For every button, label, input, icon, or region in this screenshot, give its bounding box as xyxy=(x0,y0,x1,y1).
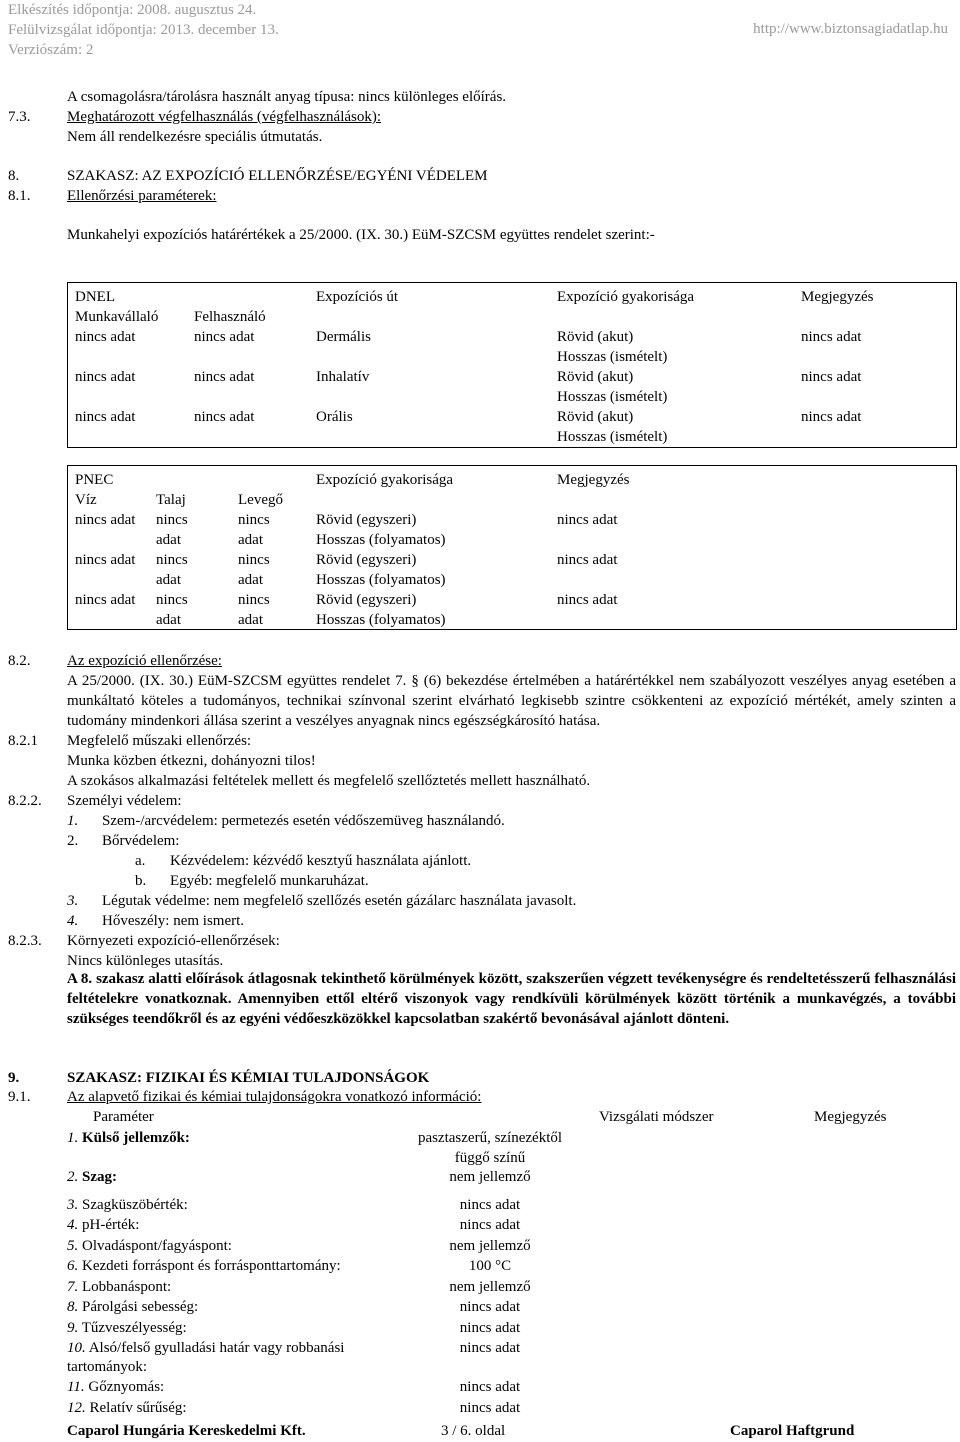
dnel-route-header: Expozíciós út xyxy=(316,289,399,305)
version-number: Verziószám: 2 xyxy=(8,42,94,58)
dnel-note-header: Megjegyzés xyxy=(801,289,874,305)
pnec-air-header: Levegő xyxy=(238,492,283,508)
pnec-frequency-header: Expozíció gyakorisága xyxy=(316,472,454,488)
dnel-consumer-header: Felhasználó xyxy=(194,309,266,325)
pnec-row-1-note: nincs adat xyxy=(557,512,618,528)
dnel-row-1-freq-long: Hosszas (ismételt) xyxy=(557,349,668,365)
exposure-control-text: A 25/2000. (IX. 30.) EüM-SZCSM együttes rendelet 7. § (6) bekezdése értelmében a határértékkel nem szabályozott veszélyes anyag esetében a munkáltató köteles a tudományos, technikai színvonal szerint elvárható legkisebb szintre csökkenteni az expozíció mértékét, amely szinten a tudomány mindenkori állása szerint a veszélyes anyagnak nincs egészségkárosító hatása. xyxy=(67,673,956,729)
footer-page-number: 3 / 6. oldal xyxy=(441,1423,506,1439)
pnec-row-1-water: nincs adat xyxy=(75,512,136,528)
technical-control-line-2: A szokásos alkalmazási feltételek mellett és megfelelő szellőztetés mellett használható. xyxy=(67,773,591,789)
property-value: pasztaszerű, színezéktől xyxy=(417,1130,563,1146)
dnel-row-2-freq-short: Rövid (akut) xyxy=(557,369,634,385)
hand-protection-text: Kézvédelem: kézvédő kesztyű használata ajánlott. xyxy=(170,853,472,869)
dnel-row-3-freq-short: Rövid (akut) xyxy=(557,409,634,425)
pnec-row-3-air-a: nincs xyxy=(238,592,270,608)
dnel-header: DNEL xyxy=(75,289,115,305)
section-9-number: 9. xyxy=(8,1070,20,1086)
section-8-1-number: 8.1. xyxy=(8,188,31,204)
pnec-row-2-soil-a: nincs xyxy=(156,552,188,568)
pnec-row-3-freq-short: Rövid (egyszeri) xyxy=(316,592,417,608)
item-2b-number: b. xyxy=(135,873,147,889)
param-column-header: Paraméter xyxy=(93,1109,154,1125)
property-value: nincs adat xyxy=(459,1217,521,1233)
dnel-row-1-worker: nincs adat xyxy=(75,329,136,345)
property-value: nincs adat xyxy=(459,1299,521,1315)
pnec-row-2-air-a: nincs xyxy=(238,552,270,568)
skin-protection-text: Bőrvédelem: xyxy=(102,833,180,849)
dnel-row-1-route: Dermális xyxy=(316,329,371,345)
pnec-row-1-freq-short: Rövid (egyszeri) xyxy=(316,512,417,528)
dnel-row-1-freq-short: Rövid (akut) xyxy=(557,329,634,345)
creation-date: Elkészítés időpontja: 2008. augusztus 24. xyxy=(8,2,257,18)
section-7-3-number: 7.3. xyxy=(8,109,31,125)
pnec-table xyxy=(67,465,957,630)
document-header xyxy=(8,0,952,60)
property-row: 3. Szagküszöbérték: xyxy=(67,1197,188,1213)
pnec-water-header: Víz xyxy=(75,492,97,508)
pnec-note-header: Megjegyzés xyxy=(557,472,630,488)
pnec-row-2-air-b: adat xyxy=(238,572,263,588)
personal-protection-title: Személyi védelem: xyxy=(67,793,182,809)
section-8-2-2-number: 8.2.2. xyxy=(8,793,42,809)
pnec-row-2-freq-long: Hosszas (folyamatos) xyxy=(316,572,446,588)
property-row: 5. Olvadáspont/fagyáspont: xyxy=(67,1238,232,1254)
property-row: 2. Szag: xyxy=(67,1169,117,1185)
eye-protection-text: Szem-/arcvédelem: permetezés esetén védőszemüveg használandó. xyxy=(102,813,505,829)
dnel-row-2-consumer: nincs adat xyxy=(194,369,255,385)
dnel-table xyxy=(67,282,957,448)
pnec-row-2-soil-b: adat xyxy=(156,572,181,588)
respiratory-protection-text: Légutak védelme: nem megfelelő szellőzés esetén gázálarc használata javasolt. xyxy=(102,893,577,909)
thermal-hazard-text: Hőveszély: nem ismert. xyxy=(102,913,245,929)
dnel-row-2-freq-long: Hosszas (ismételt) xyxy=(557,389,668,405)
item-1-number: 1. xyxy=(67,813,79,829)
end-use-text: Nem áll rendelkezésre speciális útmutatás. xyxy=(67,129,323,145)
section-8-bold-note: A 8. szakasz alatti előírások átlagosnak tekinthető körülmények között, szakszerűen végzett tevékenységre és rendeltetésszerű felhasználási feltételekre vonatkoznak. Amennyiben ettől eltérő viszonyok vagy rendkívüli körülmények között történik a munkavégzés, a további szükséges teendőkről és az egyéni védőeszközökkel kapcsolatban szakértő bevonásával ajánlott dönteni. xyxy=(67,971,956,1027)
section-8-number: 8. xyxy=(8,168,20,184)
pnec-header: PNEC xyxy=(75,472,114,488)
pnec-row-1-soil-b: adat xyxy=(156,532,181,548)
note-column-header: Megjegyzés xyxy=(814,1109,887,1125)
pnec-row-1-air-b: adat xyxy=(238,532,263,548)
technical-control-title: Megfelelő műszaki ellenőrzés: xyxy=(67,733,252,749)
pnec-row-1-freq-long: Hosszas (folyamatos) xyxy=(316,532,446,548)
property-value: nincs adat xyxy=(459,1379,521,1395)
property-value: nincs adat xyxy=(459,1400,521,1416)
pnec-row-3-freq-long: Hosszas (folyamatos) xyxy=(316,612,446,628)
pnec-row-2-water: nincs adat xyxy=(75,552,136,568)
header-url-link[interactable]: http://www.biztonsagiadatlap.hu xyxy=(753,21,948,37)
technical-control-line-1: Munka közben étkezni, dohányozni tilos! xyxy=(67,753,316,769)
footer-product-name: Caparol Haftgrund xyxy=(730,1423,855,1439)
dnel-row-3-note: nincs adat xyxy=(801,409,862,425)
pnec-row-3-water: nincs adat xyxy=(75,592,136,608)
property-row: 9. Tűzveszélyesség: xyxy=(67,1320,187,1336)
property-row: 12. Relatív sűrűség: xyxy=(67,1400,187,1416)
section-8-2-1-number: 8.2.1 xyxy=(8,733,38,749)
other-protection-text: Egyéb: megfelelő munkaruházat. xyxy=(170,873,369,889)
property-value: nincs adat xyxy=(459,1320,521,1336)
exposure-limits-text: Munkahelyi expozíciós határértékek a 25/2000. (IX. 30.) EüM-SZCSM együttes rendelet szerint:- xyxy=(67,227,655,243)
dnel-frequency-header: Expozíció gyakorisága xyxy=(557,289,695,305)
pnec-row-3-soil-a: nincs xyxy=(156,592,188,608)
dnel-row-3-route: Orális xyxy=(316,409,353,425)
section-8-title: SZAKASZ: AZ EXPOZÍCIÓ ELLENŐRZÉSE/EGYÉNI VÉDELEM xyxy=(67,168,488,184)
dnel-row-2-route: Inhalatív xyxy=(316,369,370,385)
pnec-row-3-note: nincs adat xyxy=(557,592,618,608)
dnel-row-2-worker: nincs adat xyxy=(75,369,136,385)
property-value: nincs adat xyxy=(459,1197,521,1213)
property-value: függő színű xyxy=(454,1150,526,1166)
property-value: nincs adat xyxy=(459,1340,521,1356)
item-3-number: 3. xyxy=(67,893,79,909)
dnel-row-3-freq-long: Hosszas (ismételt) xyxy=(557,429,668,445)
property-value: 100 °C xyxy=(468,1258,512,1274)
dnel-row-2-note: nincs adat xyxy=(801,369,862,385)
pnec-soil-header: Talaj xyxy=(156,492,186,508)
property-row-continued: tartományok: xyxy=(67,1359,147,1375)
property-row: 6. Kezdeti forráspont és forrásponttartomány: xyxy=(67,1258,341,1274)
property-value: nem jellemző xyxy=(449,1169,531,1185)
property-row: 11. Gőznyomás: xyxy=(67,1379,165,1395)
dnel-row-1-consumer: nincs adat xyxy=(194,329,255,345)
item-2-number: 2. xyxy=(67,833,79,849)
property-row: 8. Párolgási sebesség: xyxy=(67,1299,199,1315)
footer-company: Caparol Hungária Kereskedelmi Kft. xyxy=(67,1423,306,1439)
item-4-number: 4. xyxy=(67,913,79,929)
property-row: 10. Alsó/felső gyulladási határ vagy robbanási xyxy=(67,1340,345,1356)
environmental-control-title: Környezeti expozíció-ellenőrzések: xyxy=(67,933,280,949)
pnec-row-1-soil-a: nincs xyxy=(156,512,188,528)
revision-date: Felülvizsgálat időpontja: 2013. december 13. xyxy=(8,22,279,38)
dnel-row-3-consumer: nincs adat xyxy=(194,409,255,425)
section-9-title: SZAKASZ: FIZIKAI ÉS KÉMIAI TULAJDONSÁGOK xyxy=(67,1070,430,1086)
exposure-control-title: Az expozíció ellenőrzése: xyxy=(67,653,222,669)
property-value: nem jellemző xyxy=(449,1279,531,1295)
item-2a-number: a. xyxy=(135,853,146,869)
pnec-row-1-air-a: nincs xyxy=(238,512,270,528)
pnec-row-2-note: nincs adat xyxy=(557,552,618,568)
property-value: nem jellemző xyxy=(449,1238,531,1254)
section-8-2-number: 8.2. xyxy=(8,653,31,669)
pnec-row-3-air-b: adat xyxy=(238,612,263,628)
section-8-2-3-number: 8.2.3. xyxy=(8,933,42,949)
property-row: 7. Lobbanáspont: xyxy=(67,1279,172,1295)
environmental-control-text: Nincs különleges utasítás. xyxy=(67,953,224,969)
dnel-worker-header: Munkavállaló xyxy=(75,309,159,325)
end-use-title: Meghatározott végfelhasználás (végfelhasználások): xyxy=(67,109,382,125)
method-column-header: Vizsgálati módszer xyxy=(599,1109,714,1125)
property-row: 1. Külső jellemzők: xyxy=(67,1130,190,1146)
property-row: 4. pH-érték: xyxy=(67,1217,140,1233)
dnel-row-3-worker: nincs adat xyxy=(75,409,136,425)
section-9-1-number: 9.1. xyxy=(8,1089,31,1105)
pnec-row-2-freq-short: Rövid (egyszeri) xyxy=(316,552,417,568)
packaging-text: A csomagolásra/tárolásra használt anyag típusa: nincs különleges előírás. xyxy=(67,89,507,105)
control-params-title: Ellenőrzési paraméterek: xyxy=(67,188,217,204)
properties-info-title: Az alapvető fizikai és kémiai tulajdonságokra vonatkozó információ: xyxy=(67,1089,482,1105)
dnel-row-1-note: nincs adat xyxy=(801,329,862,345)
pnec-row-3-soil-b: adat xyxy=(156,612,181,628)
